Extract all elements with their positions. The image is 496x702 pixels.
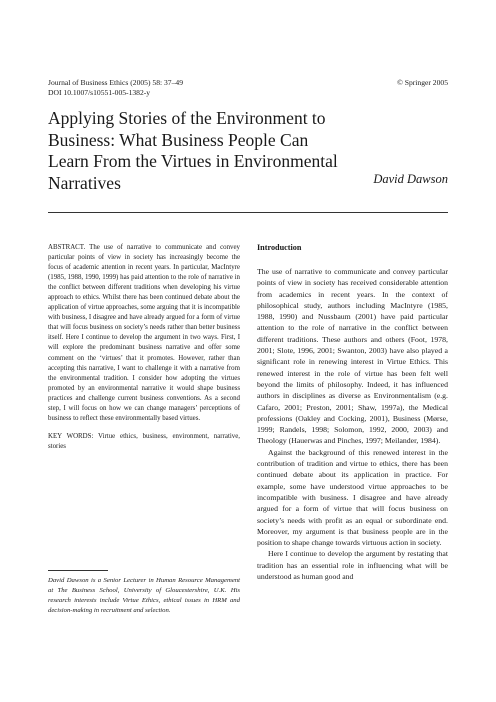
section-heading: Introduction [257,243,302,252]
keywords: KEY WORDS: Virtue ethics, business, environment, narrative, stories [48,432,240,450]
paragraph: Against the background of this renewed interest in the contribution of tradition and virtue to ethics, there has been continued debate about its application in practice. For example, some have understood virtue approaches to be incompatible with business. I disagree and have already argued for a form of virtue that will focus business on society’s needs with profit as an equal or subordinate end. Moreover, my argument is that business people are in the position to shape change towards virtuous action in society. [257,447,448,548]
paragraph: Here I continue to develop the argument by restating that tradition has an essential role in influencing what will be understood as human good and [257,549,448,582]
journal-info [48,78,183,98]
footnote-divider [48,570,108,571]
doi: DOI 10.1007/s10551-005-1382-y [48,88,151,97]
journal-citation: Journal of Business Ethics (2005) 58: 37–49 [48,78,183,87]
right-column [257,243,448,582]
copyright: © Springer 2005 [397,78,448,87]
paragraph: The use of narrative to communicate and convey particular points of view in society has received considerable attention from academics in recent years. In the context of philosophical study, authors including MacIntyre (1985, 1988, 1990) and Nussbaum (2001) have paid particular attention to the role of narrative in the conflict between different traditions. These authors and others (Foot, 1978, 2001; Slote, 1996, 2001; Swanton, 2003) have also played a significant role in renewing interest in Virtue Ethics. This renewed interest in the role of virtue has been felt well beyond the limits of philosophy. Indeed, it has influenced authors in disciplines as diverse as Environmentalism (e.g. Cafaro, 2001; Preston, 2001; Shaw, 1997a), the Medical professions (Oakley and Cocking, 2001), Business (Mørse, 1999; Randels, 1998; Solomon, 1992, 2000, 2003) and Theology (Hauerwas and Pinches, 1997; Meilander, 1984). [257,267,448,446]
author-footnote: David Dawson is a Senior Lecturer in Human Resource Management at The Business School, University of Gloucestershire, U.K. His research interests include Virtue Ethics, ethical issues in HRM and decision-making in recruitment and selection. [48,577,240,614]
header-divider [48,212,448,213]
left-column [48,243,240,452]
article-title: Applying Stories of the Environment to Business: What Business People Can Learn From the Virtues in Environmental Narratives [48,108,338,193]
author-name: David Dawson [373,172,448,186]
abstract: ABSTRACT. The use of narrative to communicate and convey particular points of view in society has increasingly become the focus of academic attention in recent years. In particular, MacIntyre (1985, 1988, 1990, 1999) has paid attention to the role of narrative in the conflict between different traditions when developing his virtue approach to ethics. Whilst there has been continued debate about the application of virtue approaches, some arguing that it is incompatible with business, I disagree and have already argued for a form of virtue that will focus business on society’s needs rather than better business itself. Here I continue to develop the argument in two ways. First, I will explore the predominant business narrative and offer some comment on the ‘virtues’ that it promotes. However, rather than accepting this narrative, I want to challenge it with a narrative from the environmental tradition. I consider how adopting the virtues promoted by an environmental narrative it would shape business practices and challenge current business conventions. As a second step, I will focus on how we can change managers’ perceptions of business to reflect these environmentally based virtues. [48,244,240,422]
